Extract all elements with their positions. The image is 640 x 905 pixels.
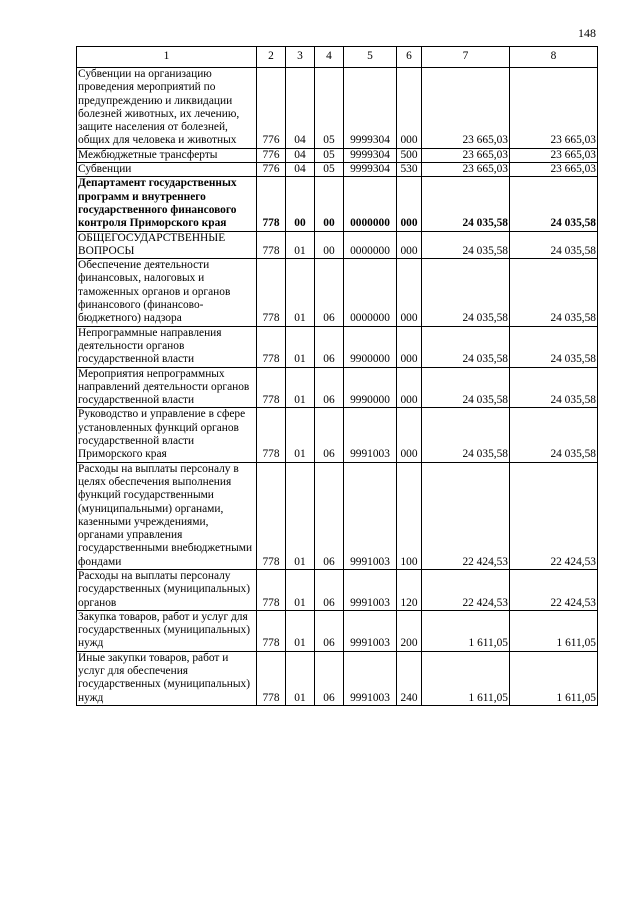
table-row [77, 462, 598, 569]
table-row [77, 408, 598, 462]
expense-type-cell: 100 [397, 462, 422, 569]
table-row [77, 610, 598, 651]
amount-total-cell: 24 035,58 [510, 177, 598, 231]
row-name-cell: Межбюджетные трансферты [77, 148, 257, 162]
subsection-cell: 06 [315, 259, 344, 326]
section-cell: 01 [286, 367, 315, 408]
amount-total-cell: 22 424,53 [510, 569, 598, 610]
expense-type-cell: 500 [397, 148, 422, 162]
admin-code-cell: 778 [257, 651, 286, 705]
amount-cell: 1 611,05 [422, 610, 510, 651]
section-cell: 01 [286, 326, 315, 367]
section-cell: 04 [286, 148, 315, 162]
table-row [77, 569, 598, 610]
subsection-cell: 00 [315, 231, 344, 259]
expense-type-cell: 000 [397, 367, 422, 408]
budget-table [76, 46, 598, 706]
target-item-cell: 0000000 [344, 259, 397, 326]
amount-total-cell: 1 611,05 [510, 651, 598, 705]
table-row [77, 148, 598, 162]
row-name-cell: Непрограммные направления деятельности органов государственной власти [77, 326, 257, 367]
row-name-cell: Обеспечение деятельности финансовых, налоговых и таможенных органов и органов финансового (финансово-бюджетного) надзора [77, 259, 257, 326]
row-name-cell: Департамент государственных программ и внутреннего государственного финансового контроля Приморского края [77, 177, 257, 231]
admin-code-cell: 776 [257, 68, 286, 149]
column-header-8: 8 [510, 47, 598, 68]
target-item-cell: 9999304 [344, 148, 397, 162]
column-header-7: 7 [422, 47, 510, 68]
subsection-cell: 05 [315, 68, 344, 149]
section-cell: 01 [286, 569, 315, 610]
row-name-cell: Субвенции на организацию проведения мероприятий по предупреждению и ликвидации болезней животных, их лечению, защите населения от болезней, общих для человека и животных [77, 68, 257, 149]
amount-cell: 24 035,58 [422, 231, 510, 259]
section-cell: 01 [286, 462, 315, 569]
section-cell: 01 [286, 651, 315, 705]
amount-total-cell: 23 665,03 [510, 148, 598, 162]
row-name-cell: Руководство и управление в сфере установленных функций органов государственной власти Приморского края [77, 408, 257, 462]
table-row [77, 231, 598, 259]
target-item-cell: 9991003 [344, 569, 397, 610]
subsection-cell: 06 [315, 651, 344, 705]
subsection-cell: 06 [315, 367, 344, 408]
column-header-6: 6 [397, 47, 422, 68]
amount-total-cell: 24 035,58 [510, 326, 598, 367]
column-header-3: 3 [286, 47, 315, 68]
expense-type-cell: 000 [397, 259, 422, 326]
amount-total-cell: 23 665,03 [510, 68, 598, 149]
section-cell: 04 [286, 163, 315, 177]
admin-code-cell: 778 [257, 326, 286, 367]
expense-type-cell: 000 [397, 177, 422, 231]
table-row [77, 259, 598, 326]
admin-code-cell: 776 [257, 148, 286, 162]
row-name-cell: ОБЩЕГОСУДАРСТВЕННЫЕ ВОПРОСЫ [77, 231, 257, 259]
subsection-cell: 06 [315, 569, 344, 610]
amount-cell: 23 665,03 [422, 148, 510, 162]
admin-code-cell: 778 [257, 408, 286, 462]
row-name-cell: Субвенции [77, 163, 257, 177]
amount-total-cell: 1 611,05 [510, 610, 598, 651]
amount-total-cell: 24 035,58 [510, 408, 598, 462]
target-item-cell: 9991003 [344, 408, 397, 462]
section-cell: 04 [286, 68, 315, 149]
target-item-cell: 0000000 [344, 231, 397, 259]
row-name-cell: Закупка товаров, работ и услуг для государственных (муниципальных) нужд [77, 610, 257, 651]
section-cell: 01 [286, 231, 315, 259]
admin-code-cell: 778 [257, 367, 286, 408]
subsection-cell: 05 [315, 163, 344, 177]
admin-code-cell: 778 [257, 231, 286, 259]
section-cell: 00 [286, 177, 315, 231]
amount-cell: 22 424,53 [422, 569, 510, 610]
subsection-cell: 00 [315, 177, 344, 231]
amount-cell: 23 665,03 [422, 163, 510, 177]
admin-code-cell: 778 [257, 462, 286, 569]
admin-code-cell: 778 [257, 259, 286, 326]
amount-total-cell: 22 424,53 [510, 462, 598, 569]
amount-cell: 1 611,05 [422, 651, 510, 705]
column-header-5: 5 [344, 47, 397, 68]
expense-type-cell: 120 [397, 569, 422, 610]
table-row [77, 651, 598, 705]
amount-cell: 24 035,58 [422, 177, 510, 231]
subsection-cell: 06 [315, 462, 344, 569]
amount-cell: 24 035,58 [422, 367, 510, 408]
admin-code-cell: 778 [257, 610, 286, 651]
admin-code-cell: 778 [257, 569, 286, 610]
target-item-cell: 9990000 [344, 367, 397, 408]
amount-total-cell: 24 035,58 [510, 259, 598, 326]
target-item-cell: 0000000 [344, 177, 397, 231]
amount-cell: 23 665,03 [422, 68, 510, 149]
amount-total-cell: 24 035,58 [510, 231, 598, 259]
subsection-cell: 05 [315, 148, 344, 162]
expense-type-cell: 200 [397, 610, 422, 651]
row-name-cell: Иные закупки товаров, работ и услуг для обеспечения государственных (муниципальных) нужд [77, 651, 257, 705]
table-row [77, 326, 598, 367]
row-name-cell: Расходы на выплаты персоналу государственных (муниципальных) органов [77, 569, 257, 610]
section-cell: 01 [286, 259, 315, 326]
page-number: 148 [578, 26, 596, 40]
amount-cell: 24 035,58 [422, 326, 510, 367]
row-name-cell: Расходы на выплаты персоналу в целях обеспечения выполнения функций государственными (муниципальными) органами, казенными учреждениями, органами управления государственными внебюджетными фондами [77, 462, 257, 569]
column-header-4: 4 [315, 47, 344, 68]
column-header-1: 1 [77, 47, 257, 68]
amount-total-cell: 23 665,03 [510, 163, 598, 177]
admin-code-cell: 776 [257, 163, 286, 177]
subsection-cell: 06 [315, 408, 344, 462]
amount-cell: 24 035,58 [422, 259, 510, 326]
amount-cell: 24 035,58 [422, 408, 510, 462]
expense-type-cell: 530 [397, 163, 422, 177]
header-row [77, 47, 598, 68]
amount-total-cell: 24 035,58 [510, 367, 598, 408]
expense-type-cell: 000 [397, 408, 422, 462]
target-item-cell: 9991003 [344, 651, 397, 705]
table-row [77, 68, 598, 149]
expense-type-cell: 000 [397, 68, 422, 149]
target-item-cell: 9991003 [344, 462, 397, 569]
column-header-2: 2 [257, 47, 286, 68]
table-row [77, 163, 598, 177]
section-cell: 01 [286, 610, 315, 651]
row-name-cell: Мероприятия непрограммных направлений деятельности органов государственной власти [77, 367, 257, 408]
subsection-cell: 06 [315, 326, 344, 367]
target-item-cell: 9999304 [344, 163, 397, 177]
section-cell: 01 [286, 408, 315, 462]
amount-cell: 22 424,53 [422, 462, 510, 569]
expense-type-cell: 000 [397, 326, 422, 367]
target-item-cell: 9999304 [344, 68, 397, 149]
table-body [77, 68, 598, 706]
target-item-cell: 9991003 [344, 610, 397, 651]
table-row [77, 367, 598, 408]
subsection-cell: 06 [315, 610, 344, 651]
expense-type-cell: 240 [397, 651, 422, 705]
expense-type-cell: 000 [397, 231, 422, 259]
table-row [77, 177, 598, 231]
admin-code-cell: 778 [257, 177, 286, 231]
target-item-cell: 9900000 [344, 326, 397, 367]
